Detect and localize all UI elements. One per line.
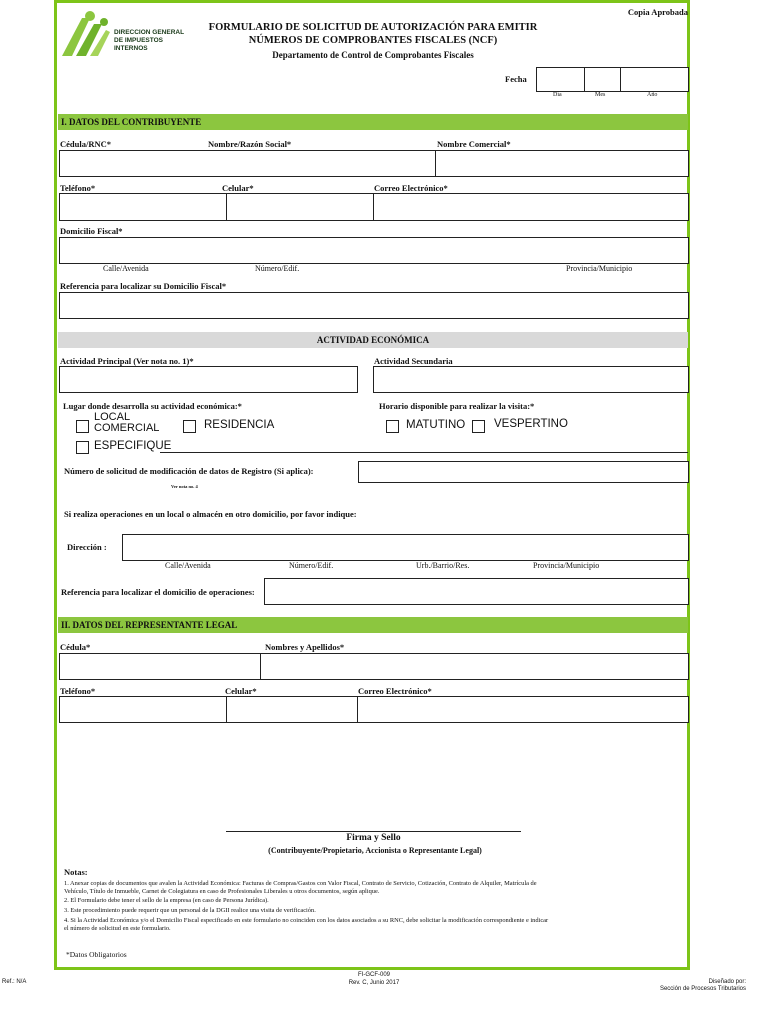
form-title: FORMULARIO DE SOLICITUD DE AUTORIZACIÓN PARA EMITIR NÚMEROS DE COMPROBANTES FISCALES (NCF) — [208, 22, 538, 46]
nota-4a: 4. Si la Actividad Económica y/o el Domicilio Fiscal especificado en este formulario no coinciden con los datos asociados a su RNC, debe solicitar la modificación correspondiente e indicar — [64, 917, 549, 924]
vespertino-checkbox[interactable] — [472, 420, 485, 433]
local-comercial-label: LOCAL COMERCIAL — [94, 411, 160, 434]
fecha-dia-caption: Día — [553, 92, 562, 98]
firma-subtitle: (Contribuyente/Propietario, Accionista o Representante Legal) — [268, 846, 482, 855]
especifique-checkbox[interactable] — [76, 441, 89, 454]
domicilio-fiscal-label: Domicilio Fiscal* — [60, 226, 123, 236]
form-code: FI-GCF-009 — [357, 972, 390, 978]
nota-2: 2. El Formulario debe tener el sello de la empresa (en caso de Persona Jurídica). — [64, 897, 269, 904]
num-solicitud-field[interactable] — [358, 461, 689, 483]
celular-label: Celular* — [222, 183, 254, 193]
page-frame — [54, 0, 690, 970]
designed-by-section: Sección de Procesos Tributarios — [659, 986, 746, 992]
actividad-header: ACTIVIDAD ECONÓMICA — [58, 332, 688, 348]
fecha-dia-field[interactable] — [536, 67, 585, 92]
residencia-checkbox[interactable] — [183, 420, 196, 433]
vespertino-label: VESPERTINO — [494, 418, 568, 430]
celular-field[interactable] — [226, 193, 374, 221]
notas-list — [64, 880, 548, 933]
section-2-header: II. DATOS DEL REPRESENTANTE LEGAL — [58, 617, 688, 633]
nota-3: 3. Este procedimiento puede requerir que un personal de la DGII realice una visita de verificación. — [64, 907, 316, 914]
referencia-domicilio-field[interactable] — [59, 292, 689, 319]
nombre-comercial-field[interactable] — [435, 150, 689, 177]
domicilio-fiscal-field[interactable] — [59, 237, 689, 264]
designed-by: Diseñado por: — [708, 979, 746, 985]
nombre-razon-label: Nombre/Razón Social* — [208, 139, 292, 149]
ver-nota-4-caption: Ver nota no. 4 — [171, 484, 198, 489]
ref-label: Ref.: N/A — [2, 979, 27, 985]
rep-correo-field[interactable] — [357, 696, 689, 723]
approved-copy-label: Copia Aprobada — [627, 7, 688, 17]
rep-telefono-label: Teléfono* — [60, 686, 96, 696]
fecha-mes-caption: Mes — [595, 92, 606, 98]
direccion-label: Dirección : — [67, 542, 107, 552]
direccion-provincia-caption: Provincia/Municipio — [533, 561, 600, 570]
matutino-label: MATUTINO — [406, 419, 466, 431]
rep-cedula-label: Cédula* — [60, 642, 91, 652]
fecha-label: Fecha — [505, 74, 527, 84]
fecha-ano-caption: Año — [647, 92, 658, 98]
direccion-calle-caption: Calle/Avenida — [165, 561, 211, 570]
matutino-checkbox[interactable] — [386, 420, 399, 433]
fecha-mes-field[interactable] — [584, 67, 621, 92]
actividad-principal-label: Actividad Principal (Ver nota no. 1)* — [60, 356, 194, 366]
actividad-secundaria-field[interactable] — [373, 366, 689, 393]
frame-bottom-border — [54, 967, 690, 970]
direccion-urb-caption: Urb./Barrio/Res. — [416, 561, 470, 570]
rep-cedula-field[interactable] — [59, 653, 261, 680]
rep-nombres-label: Nombres y Apellidos* — [265, 642, 345, 652]
horario-visita-label: Horario disponible para realizar la visita:* — [379, 401, 535, 411]
actividad-secundaria-label: Actividad Secundaria — [374, 356, 453, 366]
frame-top-border — [54, 0, 690, 3]
especifique-line — [160, 452, 688, 453]
datos-obligatorios: *Datos Obligatorios — [66, 950, 127, 959]
nota-1a: 1. Anexar copias de documentos que avalen la Actividad Económica: Facturas de Compras/Gastos con Valor Fiscal, Contrato de Servicio, Cotización, Contrato de Alquiler, Matrícula de — [64, 880, 537, 887]
notas-title: Notas: — [64, 867, 88, 877]
domicilio-calle-caption: Calle/Avenida — [103, 264, 149, 273]
cedula-nombre-field[interactable] — [59, 150, 436, 177]
referencia-domicilio-label: Referencia para localizar su Domicilio Fiscal* — [60, 281, 227, 291]
nota-4b: el número de solicitud en este formulario. — [64, 925, 171, 932]
lugar-actividad-label: Lugar donde desarrolla su actividad económica:* — [63, 401, 242, 411]
signature-line[interactable] — [226, 831, 521, 832]
otro-domicilio-label: Si realiza operaciones en un local o almacén en otro domicilio, por favor indique: — [64, 509, 357, 519]
direccion-numero-caption: Número/Edif. — [289, 561, 334, 570]
especifique-label: ESPECIFIQUE — [94, 440, 172, 452]
telefono-field[interactable] — [59, 193, 227, 221]
dgii-logo-icon — [60, 10, 112, 58]
department-name: Departamento de Control de Comprobantes Fiscales — [272, 50, 474, 60]
domicilio-provincia-caption: Provincia/Municipio — [566, 264, 633, 273]
rep-celular-label: Celular* — [225, 686, 257, 696]
referencia-ops-field[interactable] — [264, 578, 689, 605]
telefono-label: Teléfono* — [60, 183, 96, 193]
section-1-header: I. DATOS DEL CONTRIBUYENTE — [58, 114, 688, 130]
rep-nombres-field[interactable] — [260, 653, 689, 680]
residencia-label: RESIDENCIA — [204, 419, 275, 431]
rep-celular-field[interactable] — [226, 696, 358, 723]
rep-correo-label: Correo Electrónico* — [358, 686, 432, 696]
correo-label: Correo Electrónico* — [374, 183, 448, 193]
domicilio-numero-caption: Número/Edif. — [255, 264, 300, 273]
fecha-ano-field[interactable] — [620, 67, 689, 92]
correo-field[interactable] — [373, 193, 689, 221]
direccion-field[interactable] — [122, 534, 689, 561]
logo-org-name: DIRECCION GENERAL DE IMPUESTOS INTERNOS — [114, 29, 185, 52]
actividad-principal-field[interactable] — [59, 366, 358, 393]
cedula-rnc-label: Cédula/RNC* — [60, 139, 112, 149]
firma-title: Firma y Sello — [346, 833, 401, 843]
rep-telefono-field[interactable] — [59, 696, 227, 723]
num-solicitud-label: Número de solicitud de modificación de datos de Registro (Si aplica): — [64, 466, 314, 476]
nota-1b: Vehículo, Título de Inmueble, Carnet de Colegiatura en caso de Profesionales Liberales u otros documentos, según aplique. — [64, 888, 380, 895]
nombre-comercial-label: Nombre Comercial* — [437, 139, 511, 149]
form-revision: Rev. C, Junio 2017 — [348, 980, 400, 986]
referencia-ops-label: Referencia para localizar el domicilio de operaciones: — [61, 587, 255, 597]
local-comercial-checkbox[interactable] — [76, 420, 89, 433]
